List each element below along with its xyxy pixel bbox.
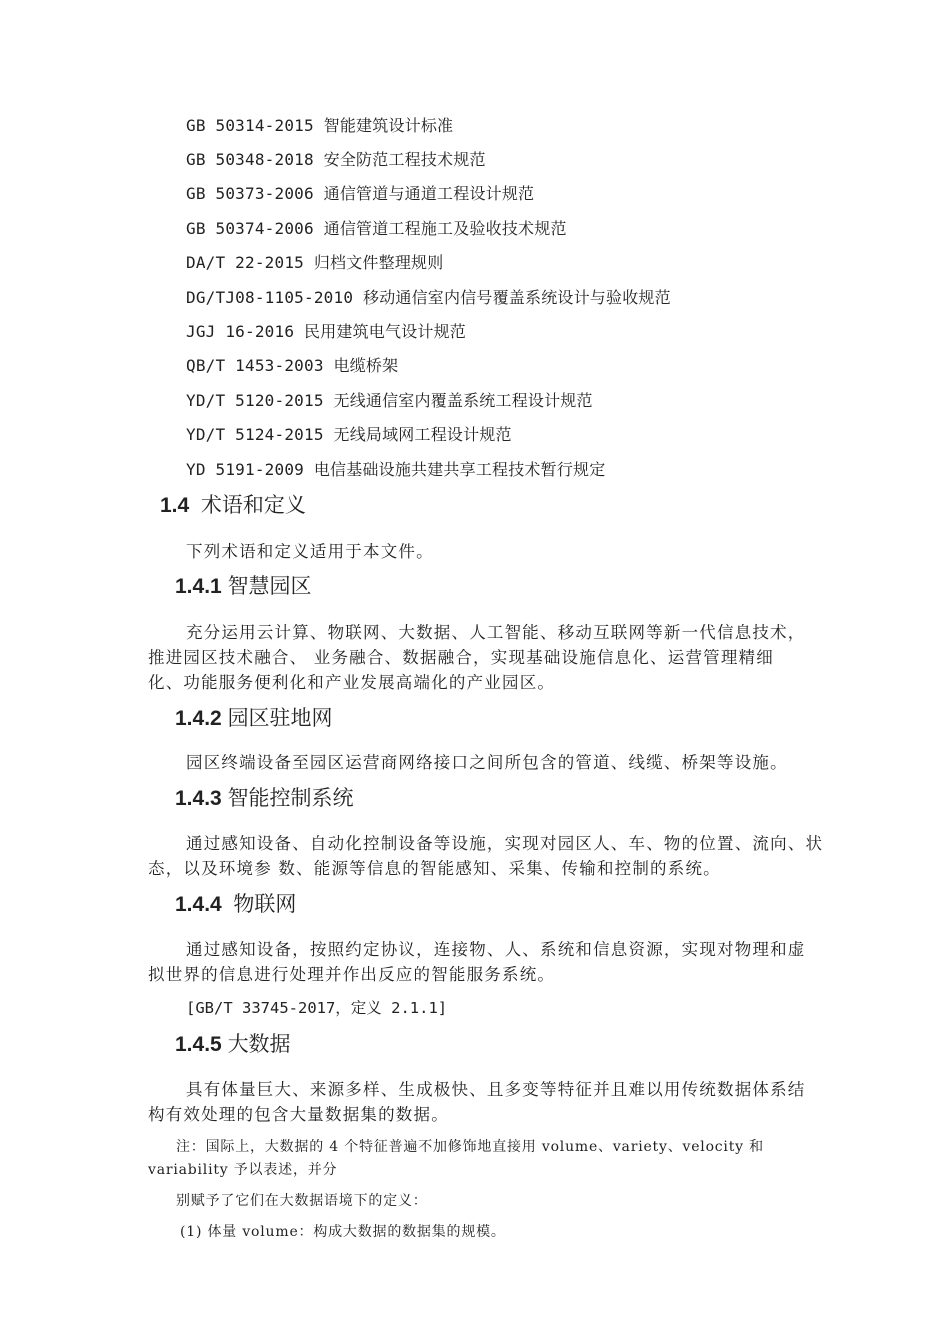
term-paragraph-line: 态，以及环境参 数、能源等信息的智能感知、采集、传输和控制的系统。 [148, 859, 721, 878]
term-paragraph-line: 充分运用云计算、物联网、大数据、人工智能、移动互联网等新一代信息技术， [186, 623, 806, 642]
note-line: 注：国际上，大数据的 4 个特征普遍不加修饰地直接用 volume、variety、velocity 和 [176, 1139, 764, 1155]
standard-item: JGJ 16-2016 民用建筑电气设计规范 [186, 322, 466, 341]
term-heading [175, 570, 312, 600]
term-title: 智慧园区 [227, 575, 312, 598]
term-reference: [GB/T 33745-2017，定义 2.1.1] [186, 999, 448, 1017]
section-number: 1.4 [160, 494, 190, 517]
term-title: 物联网 [233, 893, 297, 916]
standard-item: YD/T 5120-2015 无线通信室内覆盖系统工程设计规范 [186, 391, 593, 410]
note-line: (1) 体量 volume：构成大数据的数据集的规模。 [180, 1224, 506, 1240]
term-paragraph-line: 化、功能服务便利化和产业发展高端化的产业园区。 [148, 673, 556, 692]
standard-item: YD/T 5124-2015 无线局域网工程设计规范 [186, 425, 512, 444]
term-title: 园区驻地网 [227, 707, 333, 730]
term-heading [175, 1028, 291, 1058]
term-number: 1.4.2 [175, 707, 222, 730]
term-heading [175, 782, 354, 812]
section-intro: 下列术语和定义适用于本文件。 [186, 542, 434, 561]
term-paragraph-line: 构有效处理的包含大量数据集的数据。 [148, 1105, 449, 1124]
standard-item: GB 50373-2006 通信管道与通道工程设计规范 [186, 184, 535, 203]
term-title: 智能控制系统 [227, 787, 354, 810]
standard-item: GB 50374-2006 通信管道工程施工及验收技术规范 [186, 219, 567, 238]
term-paragraph-line: 拟世界的信息进行处理并作出反应的智能服务系统。 [148, 965, 556, 984]
term-title: 大数据 [227, 1033, 291, 1056]
standard-item: QB/T 1453-2003 电缆桥架 [186, 356, 399, 375]
standard-item: GB 50348-2018 安全防范工程技术规范 [186, 150, 486, 169]
term-paragraph-line: 推进园区技术融合、 业务融合、数据融合，实现基础设施信息化、运营管理精细 [148, 648, 774, 667]
term-paragraph-line: 通过感知设备、自动化控制设备等设施，实现对园区人、车、物的位置、流向、状 [186, 834, 824, 853]
term-paragraph-line: 具有体量巨大、来源多样、生成极快、且多变等特征并且难以用传统数据体系结 [186, 1080, 806, 1099]
section-title: 术语和定义 [200, 494, 306, 517]
section-heading [160, 489, 306, 519]
term-paragraph-line: 园区终端设备至园区运营商网络接口之间所包含的管道、线缆、桥架等设施。 [186, 753, 788, 772]
note-line: variability 予以表述，并分 [148, 1162, 338, 1178]
term-number: 1.4.5 [175, 1033, 222, 1056]
term-number: 1.4.4 [175, 893, 222, 916]
term-paragraph-line: 通过感知设备，按照约定协议，连接物、人、系统和信息资源，实现对物理和虚 [186, 940, 806, 959]
term-heading [175, 888, 296, 918]
standard-item: DA/T 22-2015 归档文件整理规则 [186, 253, 444, 272]
standard-item: YD 5191-2009 电信基础设施共建共享工程技术暂行规定 [186, 460, 606, 479]
standard-item: DG/TJ08-1105-2010 移动通信室内信号覆盖系统设计与验收规范 [186, 288, 671, 307]
term-heading [175, 702, 333, 732]
term-number: 1.4.1 [175, 575, 222, 598]
note-line: 别赋予了它们在大数据语境下的定义： [176, 1193, 428, 1209]
term-number: 1.4.3 [175, 787, 222, 810]
standard-item: GB 50314-2015 智能建筑设计标准 [186, 116, 454, 135]
